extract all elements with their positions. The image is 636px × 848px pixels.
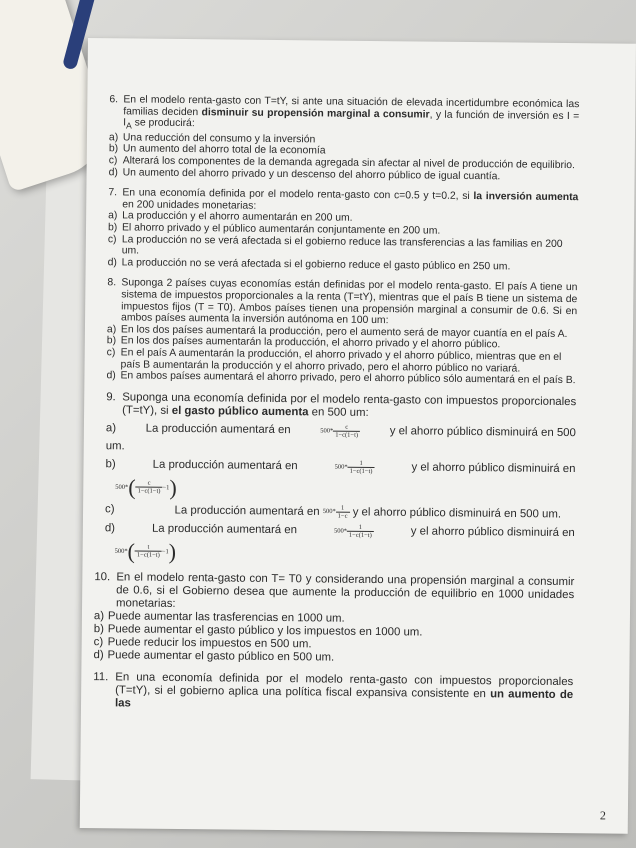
option-a: a) En los dos países aumentará la producción, pero el aumento será de mayor cuantía en el país A. [106, 323, 568, 340]
formula-b: 500* $\frac{1}{1-c(1-t)}$ [335, 459, 375, 474]
option-a: a) La producción aumentará en 500* $\frac{c}{1-c(1-t)}$ y el ahorro público disminuirá en 500 [105, 421, 576, 439]
formula-d: 500* $\frac{1}{1-c(1-t)}$ [334, 523, 374, 538]
question-number: 10. [94, 570, 111, 583]
formula-c: 500* $\frac{1}{1-c}$ [323, 506, 350, 518]
option-c: c) En el país A aumentarán la producción, el ahorro privado y el ahorro público, mientras que en el país B aumentarán la producción y el ahorro privado, pero el ahorro público no variará. [106, 347, 562, 375]
question-10 [93, 571, 574, 667]
question-number: 11. [93, 670, 109, 683]
question-stem: En una economía definida por el modelo renta-gasto con c=0.5 y t=0.2, si la inversión aumenta en 200 unidades monetarias: [122, 187, 579, 212]
page-number: 2 [599, 808, 606, 823]
formula-d2: 500*( $\frac{t}{1-c(1-t)}$ −1) [114, 538, 177, 564]
question-number: 6. [109, 94, 119, 106]
question-number: 7. [108, 187, 118, 199]
question-stem: En el modelo renta-gasto con T=tY, si ante una situación de elevada incertidumbre económica las familias deciden disminuir su propensión marginal a consumir, y la función de inversión es $I = I_A$ se producirá: [123, 94, 580, 131]
option-b: b) La producción aumentará en 500* $\frac{1}{1-c(1-t)}$ y el ahorro público disminuirá en [105, 457, 576, 475]
option-d: d) La producción aumentará en 500* $\frac{1}{1-c(1-t)}$ y el ahorro público disminuirá en [104, 521, 575, 539]
question-stem: Suponga una economía definida por el modelo renta-gasto con impuestos proporcionales (T=tY), si el gasto público aumenta en 500 um: [122, 391, 577, 419]
option-c: c) La producción aumentará en 500* $\frac{1}{1-c}$ y el ahorro público disminuirá en 500 um. [105, 502, 562, 521]
option-d: d) Puede aumentar el gasto público en 500 um. [93, 648, 335, 664]
question-7 [108, 187, 579, 273]
option-d: d) En ambos países aumentará el ahorro privado, pero el ahorro público sólo aumentará en el país B. [106, 370, 576, 387]
option-a: a) Una reducción del consumo y la inversión [108, 132, 316, 146]
option-b: b) Puede aumentar el gasto público y los impuestos en 1000 um. [93, 622, 423, 639]
option-a-end: um. [105, 439, 125, 453]
option-b: b) Un aumento del ahorro total de la economía [108, 143, 326, 157]
page-content [93, 94, 580, 724]
question-8 [106, 278, 577, 387]
option-a: a) La producción y el ahorro aumentarán en 200 um. [108, 210, 353, 225]
option-d: d) La producción no se verá afectada si el gobierno reduce el gasto público en 250 um. [107, 257, 511, 273]
option-c: c) Alterará los componentes de la demanda agregada sin afectar al nivel de producción de equilibrio. [108, 155, 576, 172]
option-c: c) Puede reducir los impuestos en 500 um. [93, 635, 312, 651]
question-stem: En una economía definida por el modelo renta-gasto con impuestos proporcionales (T=tY), si el gobierno aplica una política fiscal expansiva consistente en un aumento de las [114, 671, 574, 710]
option-d: d) Un aumento del ahorro privado y un descenso del ahorro público de igual cuantía. [108, 166, 501, 182]
question-stem: Suponga 2 países cuyas economías están definidas por el modelo renta-gasto. El país A tiene un sistema de impuestos proporcionales a la renta (T=tY), mientras que el país B tiene un sistema de impuestos fijos (T = T0). Ambos países tienen una propensión marginal a consumir de 0.6. Si en ambos países aumenta la inversión autónoma en 100 um: [121, 277, 578, 327]
question-number: 9. [106, 390, 116, 404]
question-stem: En el modelo renta-gasto con T= T0 y considerando una propensión marginal a consumir de 0.6, si el Gobierno desea que aumente la producción de equilibrio en 1000 unidades monetarias: [116, 571, 575, 610]
option-c: c) La producción no se verá afectada si el gobierno reduce las transferencias a las familias en 200 um. [107, 233, 563, 257]
question-9 [105, 391, 577, 567]
question-11 [93, 671, 573, 715]
option-b: b) El ahorro privado y el público aumentarán conjuntamente en 200 um. [107, 222, 441, 237]
option-b: b) En los dos países aumentarán la producción, el ahorro privado y el ahorro público. [106, 335, 501, 351]
option-a: a) Puede aumentar las trasferencias en 1000 um. [93, 609, 345, 625]
formula-b2: 500*( $\frac{c}{1-c(1-t)}$ −1) [115, 474, 177, 500]
formula-a: 500* $\frac{c}{1-c(1-t)}$ [320, 423, 360, 438]
question-6 [109, 94, 580, 183]
exam-page [80, 38, 636, 834]
question-number: 8. [107, 277, 117, 289]
